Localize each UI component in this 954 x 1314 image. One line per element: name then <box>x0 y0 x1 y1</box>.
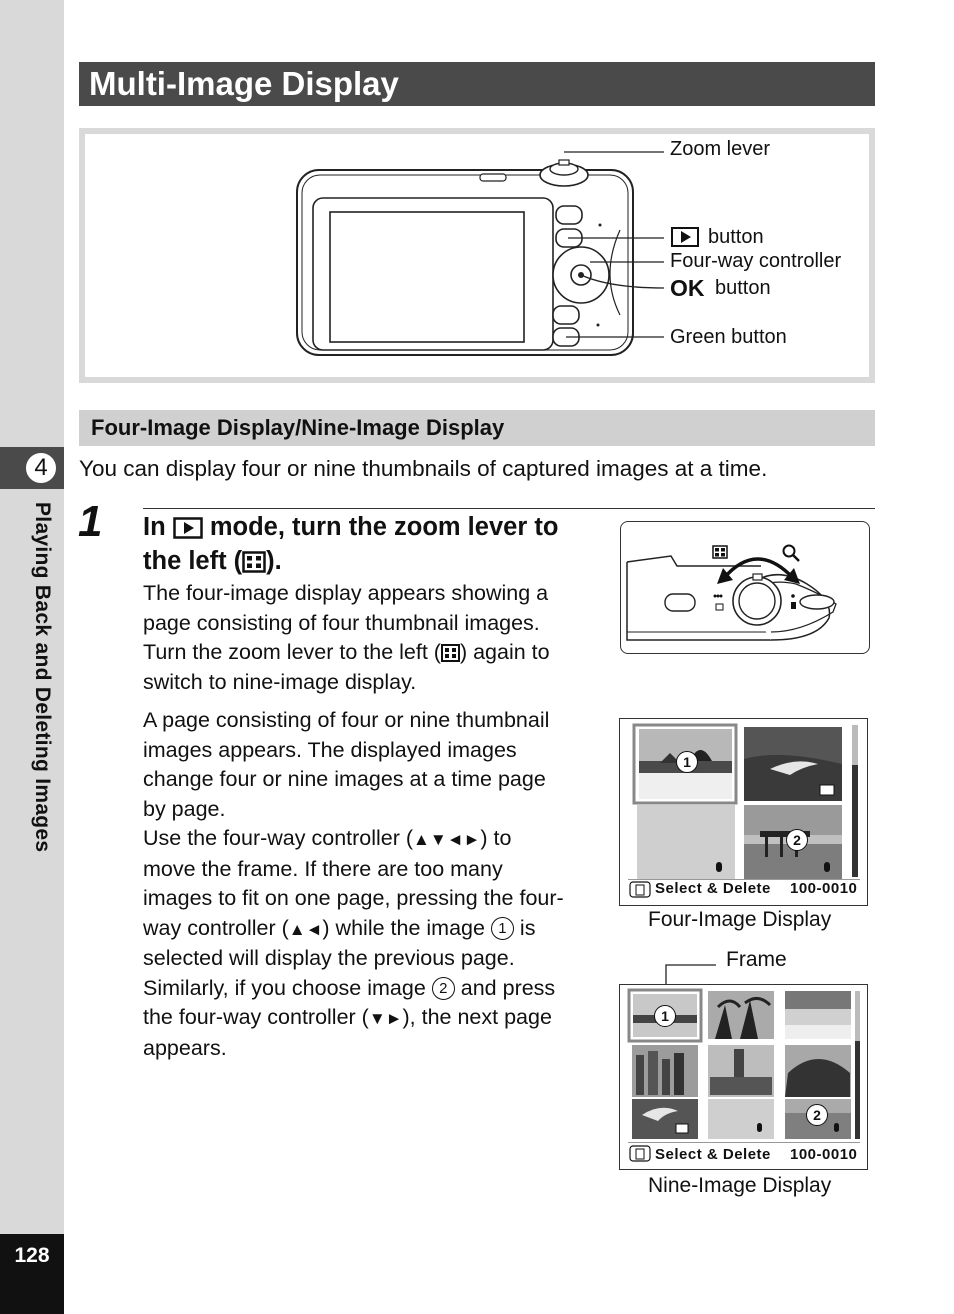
text-line: move the frame. If there are too many <box>143 856 503 881</box>
text-fragment: Turn the zoom lever to the left ( <box>143 640 441 664</box>
step-heading <box>143 510 603 578</box>
thumbnail-grid-icon <box>441 644 460 662</box>
playback-icon <box>173 517 203 539</box>
text-fragment: ) to <box>480 826 512 850</box>
text-fragment: is <box>519 915 536 940</box>
zoom-lever-drawing <box>621 522 869 653</box>
arrows-icon: ▲▼◄► <box>413 830 481 849</box>
ok-symbol: OK <box>670 275 705 301</box>
text-line: switch to nine-image display. <box>143 669 417 694</box>
text-fragment: Use the four-way controller ( <box>143 826 414 850</box>
text-line <box>143 824 613 855</box>
text-line <box>143 974 613 1004</box>
four-image-caption: Four-Image Display <box>648 908 832 931</box>
text-line: selected will display the previous page. <box>143 946 515 970</box>
green-button-label: Green button <box>670 326 787 348</box>
text-fragment: and press <box>460 975 556 1000</box>
text-line <box>143 914 613 945</box>
arrows-icon: ▲◄ <box>288 919 323 939</box>
text-line: by page. <box>143 796 226 821</box>
frame-label: Frame <box>726 948 787 971</box>
nine-image-badge-2: 2 <box>806 1104 828 1126</box>
text-line: The four-image display appears showing a <box>143 581 549 605</box>
four-image-badge-2: 2 <box>786 829 808 851</box>
camera-back-illustration <box>290 150 670 365</box>
step-heading-part-b: mode, turn the zoom lever to <box>209 513 559 541</box>
four-image-badge-1: 1 <box>676 751 698 773</box>
playback-icon <box>671 227 699 247</box>
text-fragment: the four-way controller ( <box>143 1005 369 1029</box>
text-line: appears. <box>143 1035 227 1060</box>
text-line <box>143 1003 613 1034</box>
ok-button-label: button <box>715 277 771 299</box>
chapter-number: 4 <box>24 451 58 485</box>
text-line: images to fit on one page, pressing the four- <box>143 886 564 910</box>
step-divider <box>143 508 875 509</box>
circled-number-1: 1 <box>491 917 514 940</box>
nine-image-status-right: 100-0010 <box>790 1146 858 1163</box>
zoom-lever-label: Zoom lever <box>670 138 771 160</box>
nine-image-caption: Nine-Image Display <box>648 1174 832 1197</box>
arrows-icon: ▼► <box>368 1009 403 1028</box>
step-heading-part-d: ). <box>266 547 282 575</box>
play-button-label: button <box>708 226 764 248</box>
step-paragraph-1 <box>143 579 613 697</box>
text-fragment: ) while the image <box>322 915 485 940</box>
step-heading-part-a: In <box>143 513 166 541</box>
page-number: 128 <box>14 1244 50 1267</box>
text-line: page consisting of four thumbnail images. <box>143 610 540 635</box>
text-line: change four or nine images at a time page <box>143 767 546 791</box>
step-paragraph-2 <box>143 706 613 1063</box>
section-heading: Four-Image Display/Nine-Image Display <box>91 415 505 440</box>
text-line <box>143 638 613 668</box>
text-fragment: ) again to <box>459 640 550 664</box>
text-line: images appears. The displayed images <box>143 737 517 762</box>
text-fragment: Similarly, if you choose image <box>143 975 426 1000</box>
text-line: A page consisting of four or nine thumbnail <box>143 708 550 732</box>
four-image-status-left: Select & Delete <box>655 880 771 897</box>
four-way-controller-label: Four-way controller <box>670 250 842 272</box>
four-image-thumbnails <box>620 719 867 905</box>
section-intro: You can display four or nine thumbnails of captured images at a time. <box>79 456 768 481</box>
nine-image-status-left: Select & Delete <box>655 1146 771 1163</box>
nine-image-badge-1: 1 <box>654 1005 676 1027</box>
four-image-status-right: 100-0010 <box>790 880 858 897</box>
chapter-title: Playing Back and Deleting Images <box>31 502 54 853</box>
text-fragment: way controller ( <box>143 915 289 940</box>
page-title: Multi-Image Display <box>89 65 399 102</box>
thumbnail-grid-icon <box>242 551 266 573</box>
step-heading-part-c: the left ( <box>143 547 243 575</box>
step-number: 1 <box>78 497 103 546</box>
circled-number-2: 2 <box>432 977 455 1000</box>
text-fragment: ), the next page <box>402 1005 552 1029</box>
